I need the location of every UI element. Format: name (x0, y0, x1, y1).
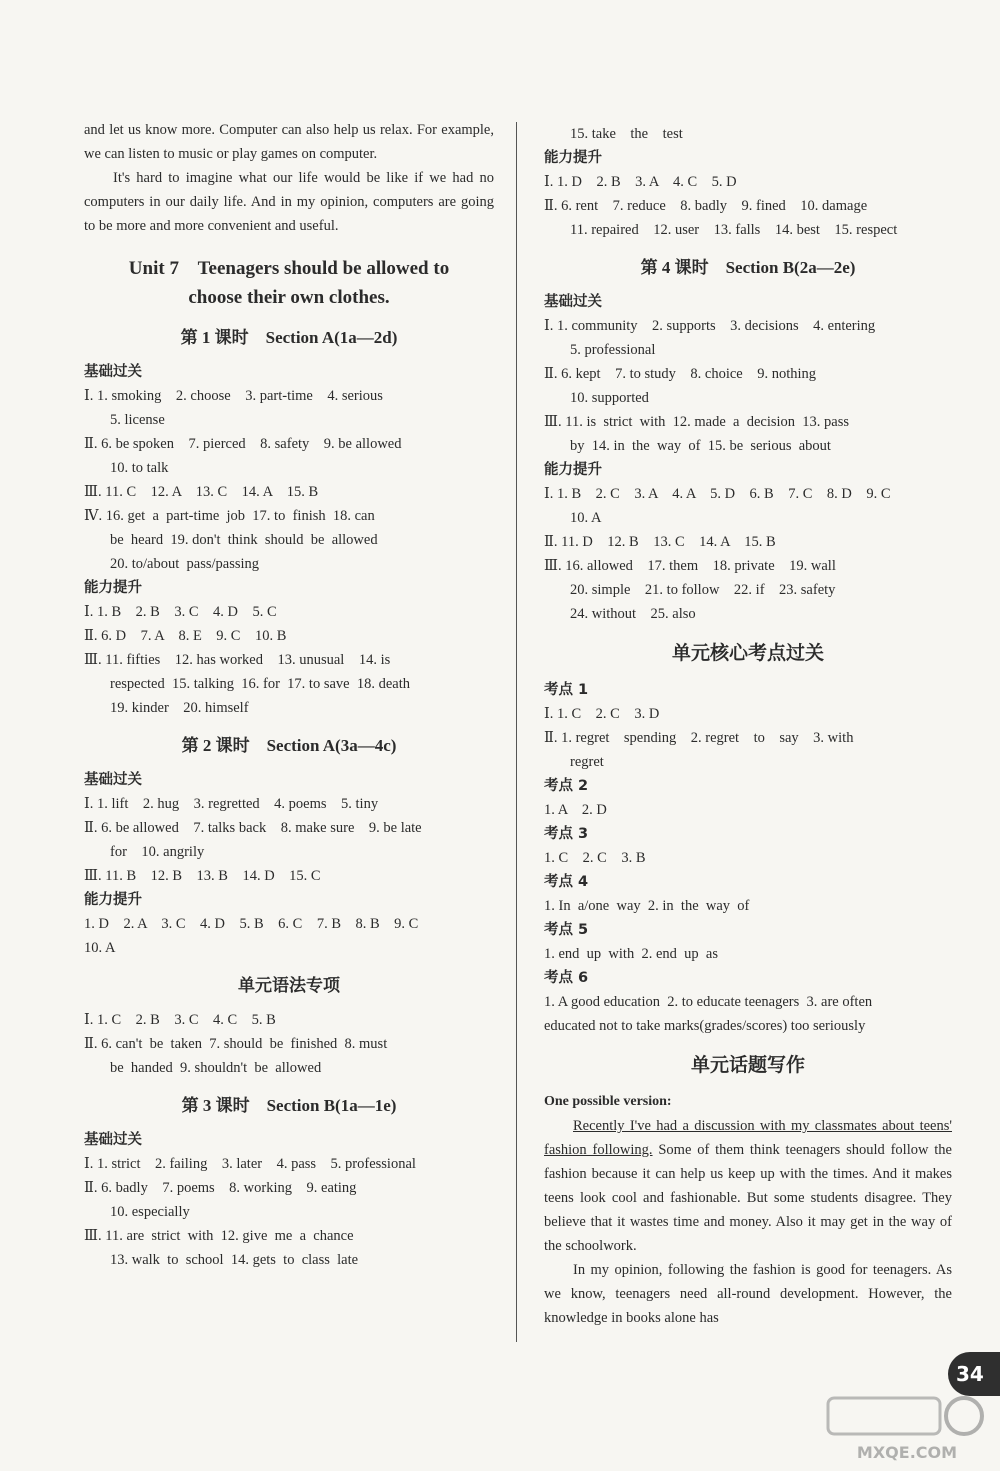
answer-line: 1. C 2. C 3. B (544, 850, 646, 866)
underlined-sentence: Recently I've had a discussion with my classmates about teens' fashion following. (544, 1118, 952, 1158)
unit-title-line: Unit 7 Teenagers should be allowed to (128, 258, 450, 279)
column-divider (516, 122, 517, 1342)
answer-line: Ⅲ. 11. B 12. B 13. B 14. D 15. C (84, 868, 321, 884)
answer-line: Ⅱ. 6. be spoken 7. pierced 8. safety 9. be allowed (84, 436, 402, 452)
answer-line: Ⅱ. 6. kept 7. to study 8. choice 9. nothing (544, 366, 817, 382)
answer-line: Ⅰ. 1. B 2. B 3. C 4. D 5. C (84, 604, 277, 620)
answer-line: Ⅲ. 11. C 12. A 13. C 14. A 15. B (84, 484, 319, 500)
unit-title-line: choose their own clothes. (188, 287, 390, 308)
answer-line: Ⅰ. 1. smoking 2. choose 3. part-time 4. serious (84, 388, 383, 404)
kaodian-label: 考点 6 (544, 970, 589, 986)
answer-line: 1. D 2. A 3. C 4. D 5. B 6. C 7. B 8. B 9. C (84, 916, 419, 932)
answer-line: by 14. in the way of 15. be serious about (570, 438, 831, 454)
subheading: 基础过关 (84, 364, 142, 380)
essay-paragraph: and let us know more. Computer can also help us relax. For example, we can listen to music or play games on computer. (84, 122, 494, 162)
answer-line: 1. A 2. D (544, 802, 607, 818)
kaodian-label: 考点 5 (544, 922, 589, 938)
answer-line: Ⅰ. 1. B 2. C 3. A 4. A 5. D 6. B 7. C 8. D 9. C (544, 486, 891, 502)
answer-line: 20. to/about pass/passing (110, 556, 260, 572)
watermark-text: MXQE.COM (856, 1443, 958, 1462)
subheading: 能力提升 (84, 892, 142, 908)
essay-paragraph: It's hard to imagine what our life would be like if we had no computers in our daily life. And in my opinion, computers are going to be more and more convenient and useful. (84, 170, 494, 234)
kaodian-label: 考点 1 (544, 682, 589, 698)
answer-line: 20. simple 21. to follow 22. if 23. safety (570, 582, 836, 598)
answer-line: 5. professional (570, 342, 656, 358)
answer-line: Ⅱ. 6. can't be taken 7. should be finished 8. must (84, 1036, 388, 1052)
answer-line: 10. to talk (110, 460, 169, 476)
answer-line: 10. supported (570, 390, 649, 406)
writing-paragraph: In my opinion, following the fashion is good for teenagers. As we know, teenagers need all-round development. However, the knowledge in books alone has (544, 1262, 952, 1326)
answer-line: 19. kinder 20. himself (110, 700, 249, 716)
answer-line: Ⅱ. 11. D 12. B 13. C 14. A 15. B (544, 534, 776, 550)
subheading: 基础过关 (84, 1132, 142, 1148)
answer-line: 13. walk to school 14. gets to class late (110, 1252, 359, 1268)
answer-line: 5. license (110, 412, 165, 428)
answer-line: Ⅰ. 1. C 2. B 3. C 4. C 5. B (84, 1012, 276, 1028)
answer-line: Ⅲ. 11. are strict with 12. give me a chance (84, 1228, 354, 1244)
answer-line: 15. take the test (570, 126, 683, 142)
answer-line: 1. end up with 2. end up as (544, 946, 718, 962)
writing-paragraph (544, 1114, 952, 1258)
lesson-title: 第 1 课时 Section A(1a—2d) (180, 328, 398, 347)
answer-line: Ⅱ. 6. be allowed 7. talks back 8. make sure 9. be late (84, 820, 422, 836)
right-column (544, 122, 952, 1330)
answer-line: Ⅱ. 1. regret spending 2. regret to say 3. with (544, 730, 854, 746)
answer-line: Ⅱ. 6. badly 7. poems 8. working 9. eating (84, 1180, 357, 1196)
answer-line: Ⅲ. 11. fifties 12. has worked 13. unusual 14. is (84, 652, 391, 668)
section-title: 单元语法专项 (238, 976, 340, 995)
kaodian-label: 考点 3 (544, 826, 589, 842)
watermark-logo-icon (822, 1392, 992, 1464)
answer-line: Ⅰ. 1. D 2. B 3. A 4. C 5. D (544, 174, 737, 190)
section-title: 单元核心考点过关 (671, 643, 824, 664)
kaodian-label: 考点 4 (544, 874, 589, 890)
paragraph-text: Some of them think teenagers should follow the fashion because it can help us keep up with the times. And it makes teens look cool and fashionable. But some students disagree. They believe that it wastes time and money. Also it may get in the way of the schoolwork. (544, 1142, 952, 1254)
page-number: 34 (948, 1352, 1000, 1396)
section-title: 单元话题写作 (690, 1055, 805, 1076)
kaodian-label: 考点 2 (544, 778, 589, 794)
subheading: 基础过关 (84, 772, 142, 788)
answer-line: regret (570, 754, 604, 770)
answer-line: be handed 9. shouldn't be allowed (110, 1060, 322, 1076)
answer-line: Ⅰ. 1. lift 2. hug 3. regretted 4. poems 5. tiny (84, 796, 379, 812)
answer-line: for 10. angrily (110, 844, 205, 860)
answer-line: educated not to take marks(grades/scores) too seriously (544, 1018, 866, 1034)
answer-line: Ⅰ. 1. community 2. supports 3. decisions 4. entering (544, 318, 876, 334)
lesson-title: 第 2 课时 Section A(3a—4c) (181, 736, 397, 755)
answer-line: 1. A good education 2. to educate teenagers 3. are often (544, 994, 873, 1010)
answer-line: 11. repaired 12. user 13. falls 14. best 15. respect (570, 222, 898, 238)
subheading: 能力提升 (544, 462, 602, 478)
answer-line: Ⅰ. 1. C 2. C 3. D (544, 706, 660, 722)
answer-line: be heard 19. don't think should be allowed (110, 532, 378, 548)
left-column (84, 118, 494, 1272)
answer-line: Ⅲ. 11. is strict with 12. made a decision 13. pass (544, 414, 850, 430)
subheading: 能力提升 (84, 580, 142, 596)
answer-line: Ⅲ. 16. allowed 17. them 18. private 19. wall (544, 558, 836, 574)
subheading: 能力提升 (544, 150, 602, 166)
sample-label: One possible version: (544, 1094, 672, 1109)
answer-line: Ⅰ. 1. strict 2. failing 3. later 4. pass 5. professional (84, 1156, 416, 1172)
answer-line: respected 15. talking 16. for 17. to save 18. death (110, 676, 410, 692)
answer-line: Ⅱ. 6. rent 7. reduce 8. badly 9. fined 10. damage (544, 198, 868, 214)
lesson-title: 第 3 课时 Section B(1a—1e) (181, 1096, 397, 1115)
answer-line: Ⅳ. 16. get a part-time job 17. to finish 18. can (84, 508, 375, 524)
answer-line: 24. without 25. also (570, 606, 696, 622)
subheading: 基础过关 (544, 294, 602, 310)
answer-line: 10. A (84, 940, 116, 956)
lesson-title: 第 4 课时 Section B(2a—2e) (640, 258, 856, 277)
answer-line: 1. In a/one way 2. in the way of (544, 898, 750, 914)
answer-line: 10. especially (110, 1204, 190, 1220)
answer-line: 10. A (570, 510, 602, 526)
unit-title (84, 254, 494, 312)
answer-line: Ⅱ. 6. D 7. A 8. E 9. C 10. B (84, 628, 287, 644)
